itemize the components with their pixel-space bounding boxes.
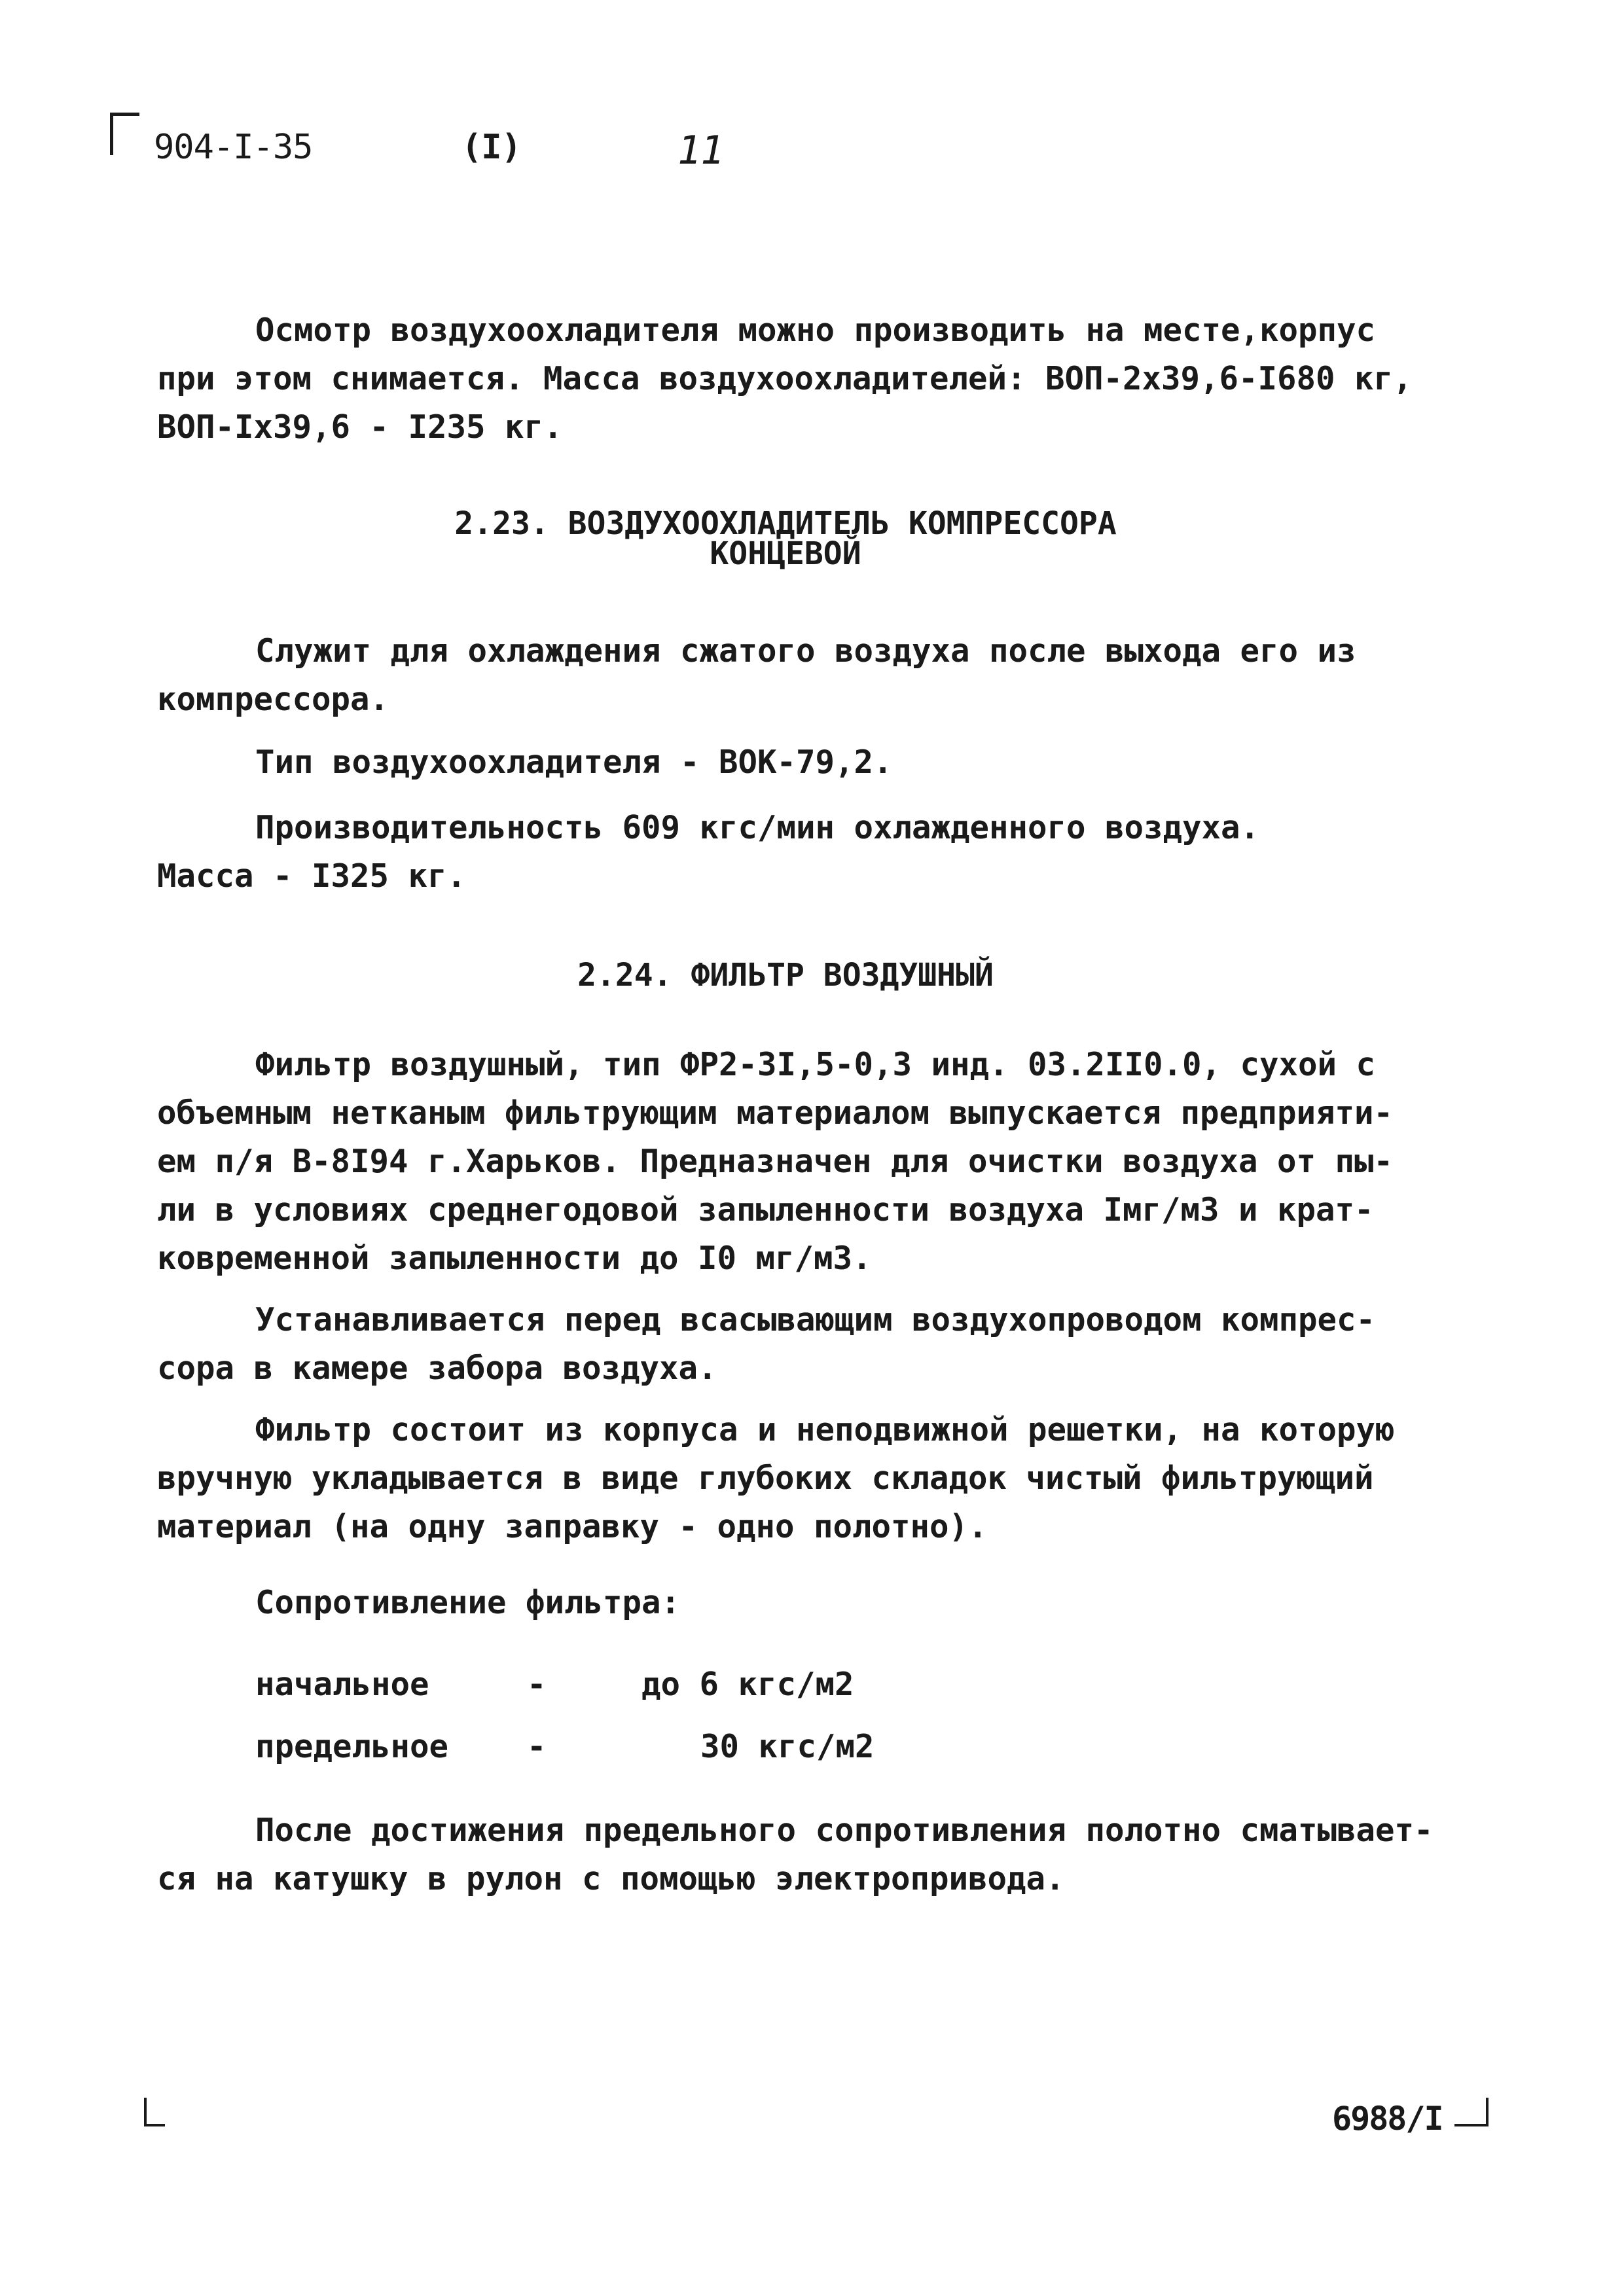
corner-mark-bottom-left bbox=[144, 2098, 165, 2126]
corner-mark-bottom-right bbox=[1454, 2098, 1489, 2126]
section-2-23-title: 2.23. ВОЗДУХООХЛАДИТЕЛЬ КОМПРЕССОРА bbox=[454, 505, 1117, 542]
section-2-23-subtitle: КОНЦЕВОЙ bbox=[710, 535, 861, 572]
section-2-24-paragraph-3: Фильтр состоит из корпуса и неподвижной решетки, на которую вручную укладывается в виде глубоких складок чистый фильтрующий материал (на одну заправку - одно полотно). bbox=[157, 1411, 1395, 1545]
page-number: 11 bbox=[677, 128, 724, 173]
section-2-23-paragraph-1: Служит для охлаждения сжатого воздуха после выхода его из компрессора. bbox=[157, 632, 1356, 718]
section-2-23-paragraph-2: Тип воздухоохладителя - ВОК-79,2. bbox=[255, 744, 893, 781]
resistance-row-value: 30 кгс/м2 bbox=[700, 1728, 875, 1765]
resistance-row-dash: - bbox=[527, 1728, 547, 1765]
resistance-row-label: начальное bbox=[255, 1666, 429, 1703]
section-2-24-title: 2.24. ФИЛЬТР ВОЗДУШНЫЙ bbox=[577, 957, 994, 994]
section-2-24-paragraph-2: Устанавливается перед всасывающим воздухопроводом компрес- сора в камере забора воздуха. bbox=[157, 1301, 1376, 1387]
document-stamp: 6988/I bbox=[1332, 2100, 1443, 2138]
document-part: (I) bbox=[461, 128, 521, 167]
resistance-row-value: до 6 кгс/м2 bbox=[641, 1666, 854, 1703]
section-2-23-paragraph-3: Производительность 609 кгс/мин охлажденного воздуха. Масса - I325 кг. bbox=[157, 809, 1260, 895]
document-code: 904-I-35 bbox=[154, 128, 313, 167]
section-2-24-paragraph-1: Фильтр воздушный, тип ФР2-3I,5-0,3 инд. 03.2II0.0, сухой с объемным нетканым фильтрующим материалом выпускается предприяти- ем п/я В-8I94 г.Харьков. Предназначен для очистки воздуха от пы- ли в условиях среднегодовой запыленности воздуха Iмг/м3 и крат- ковременной запыленности до I0 мг/м3. bbox=[157, 1046, 1394, 1277]
resistance-row-label: предельное bbox=[255, 1728, 449, 1765]
section-2-24-paragraph-4: После достижения предельного сопротивления полотно сматывает- ся на катушку в рулон с помощью электропривода. bbox=[157, 1812, 1434, 1897]
corner-mark-top-left bbox=[110, 113, 139, 155]
intro-paragraph: Осмотр воздухоохладителя можно производить на месте,корпус при этом снимается. Масса воздухоохладителей: ВОП-2х39,6-I680 кг, ВОП-Iх39,6 - I235 кг. bbox=[157, 312, 1413, 446]
resistance-label: Сопротивление фильтра: bbox=[255, 1584, 681, 1621]
resistance-row-dash: - bbox=[527, 1666, 547, 1703]
